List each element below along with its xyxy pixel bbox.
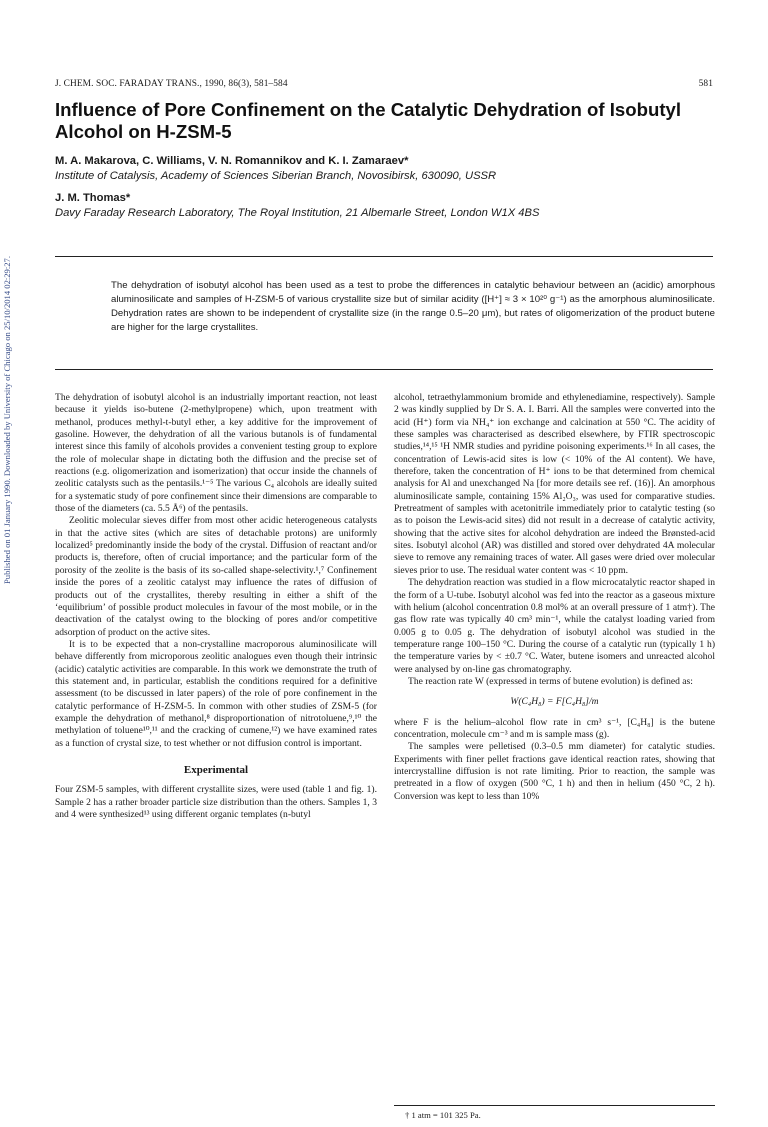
body-paragraph: Zeolitic molecular sieves differ from most other acidic heterogeneous catalysts in that the active sites (which are sites of detachable protons) are uniformly localized⁵ predominantly inside the body of the crystal. Diffusion of reactant and/or products is, therefore, often of crucial importance; and the particular form of the porosity of the zeolite is the basis of its so-called shape-selectivity.¹,⁷ Confinement inside the pores of a zeolitic catalyst may influence the rates of diffusion of products out of the crystallites, thereby resulting in either a shift of the ‘equilibrium’ of possible product molecules in favour of the most mobile, or in the deactivation of the catalyst owing to the blocking of pores and/or competitive adsorption of product on the active sites. xyxy=(55,515,377,638)
body-paragraph: where F is the helium–alcohol flow rate in cm³ s⁻¹, [C₄H₈] is the butene concentration, molecule cm⁻³ and m is sample mass (g). xyxy=(394,716,715,740)
body-paragraph: The dehydration reaction was studied in a flow microcatalytic reactor shaped in the form of a U-tube. Isobutyl alcohol was fed into the reactor as a gaseous mixture with helium (alcohol concentration 0.8 mol% at an overall pressure of 1 atm†). The gas flow rate was typically 40 cm³ min⁻¹, while the catalyst loading varied from 0.005 g to 0.05 g. The dehydration of isobutyl alcohol was studied in the temperature range 100–150 °C. During the course of a catalytic run (typically 1 h) the temperature varies by < ±0.7 °C. Water, butene isomers and unreacted alcohol were analysed by on-line gas chromatography. xyxy=(394,577,715,675)
body-paragraph: The dehydration of isobutyl alcohol is an industrially important reaction, not least because it yields iso-butene (2-methylpropene) which, upon treatment with methanol, produces methyl-t-butyl ether, a key additive for the improvement of gasoline. However, the dehydration of all the various butanols is of fundamental interest since this family of alcohols provides a convenient testing group to explore the role of molecular shape in dictating both the diffusion and the precise set of reactions (e.g. oligomerization and isomerization) that occur inside the channels of zeolitic catalysts such as the pentasils.¹⁻⁵ The various C₄ alcohols are ideally suited for a systematic study of pore confinement since their dimensions are comparable to those of the diameters (ca. 5.5 Å⁶) of the pentasils. xyxy=(55,392,377,515)
page-number: 581 xyxy=(698,79,713,89)
rule-top xyxy=(55,256,713,257)
download-notice-text: Published on 01 January 1990. Downloaded by University of Chicago on 25/10/2014 02:29:27. xyxy=(2,256,12,584)
column-left xyxy=(55,392,377,821)
authors-group-2: J. M. Thomas* xyxy=(55,192,131,204)
affiliation-1: Institute of Catalysis, Academy of Sciences Siberian Branch, Novosibirsk, 630090, USSR xyxy=(55,170,497,182)
article-title: Influence of Pore Confinement on the Catalytic Dehydration of Isobutyl Alcohol on H-ZSM-5 xyxy=(55,99,682,142)
footnote: † 1 atm = 101 325 Pa. xyxy=(405,1110,481,1120)
footnote-rule xyxy=(394,1105,715,1106)
rule-bottom xyxy=(55,369,713,370)
authors-group-1: M. A. Makarova, C. Williams, V. N. Romannikov and K. I. Zamaraev* xyxy=(55,155,409,167)
body-paragraph: alcohol, tetraethylammonium bromide and ethylenediamine, respectively). Sample 2 was kindly supplied by Dr S. A. I. Barri. All the samples were converted into the acid (H⁺) form via NH₄⁺ ion exchange and calcination at 550 °C. The acidity of these samples was characterised as described elsewhere, by FTIR spectroscopic studies,¹⁴,¹⁵ ¹H NMR studies and pyridine poisoning experiments.¹⁶ In all cases, the concentration of Lewis-acid sites is low (< 10% of the Al content). We have, therefore, taken the concentration of H⁺ ions to be that determined from chemical analysis for Al and unexchanged Na [for more details see ref. (16)]. An amorphous aluminosilicate sample, containing 15% Al₂O₃, was used for comparative studies. Pretreatment of samples with acetonitrile immediately prior to catalytic testing (so as to poison the Lewis-acid sites) did not result in a decrease of catalytic activity, showing that the active sites for alcohol dehydration are indeed the Brønsted-acid sites. Isobutyl alcohol (AR) was distilled and stored over dehydrated 4A molecular sieve to remove any remaining traces of water. All gases were dried over molecular sieves prior to use. The residual water content was < 10 ppm. xyxy=(394,392,715,576)
column-right xyxy=(394,392,715,803)
rate-equation: W(C₄H₈) = F[C₄H₈]/m xyxy=(510,696,599,708)
body-paragraph: Four ZSM-5 samples, with different crystallite sizes, were used (table 1 and fig. 1). Sample 2 has a rather broader particle size distribution than the others. Samples 1, 3 and 4 were synthesized¹³ using different organic templates (n-butyl xyxy=(55,784,377,820)
abstract: The dehydration of isobutyl alcohol has been used as a test to probe the differences in catalytic behaviour between an (acidic) amorphous aluminosilicate and samples of H-ZSM-5 of various crystallite size but of similar acidity ([H⁺] ≈ 3 × 10²⁰ g⁻¹) as the amorphous aluminosilicate. Dehydration rates are shown to be independent of crystallite size (in the range 0.5–20 μm), but rates of oligomerization of the product butene are higher for the large crystallites. xyxy=(111,280,715,333)
section-heading-experimental: Experimental xyxy=(183,763,249,776)
body-paragraph: The samples were pelletised (0.3–0.5 mm diameter) for catalytic studies. Experiments with finer pellet fractions gave identical reaction rates, showing that intercrystalline diffusion is not rate limiting. Prior to reaction, the sample was pretreated in a flow of oxygen (500 °C, 1 h) and then in helium (450 °C, 2 h). Conversion was kept to less than 10% xyxy=(394,741,715,802)
body-paragraph: The reaction rate W (expressed in terms of butene evolution) is defined as: xyxy=(408,675,693,687)
affiliation-2: Davy Faraday Research Laboratory, The Royal Institution, 21 Albemarle Street, London W1X 4BS xyxy=(55,207,540,219)
body-paragraph: It is to be expected that a non-crystalline macroporous aluminosilicate will behave differently from microporous zeolitic analogues even though their intrinsic (acidic) catalytic activities are comparable. In this work we demonstrate the truth of this statement and, in particular, establish the conditions required for a definitive assessment (to be discussed in later papers) of the role of pore confinement in the catalytic performance of H-ZSM-5. In common with other studies of ZSM-5 (for example the dehydration of methanol,⁸ disproportionation of nitrotoluene,⁹,¹⁰ the methylation of toluene¹⁰,¹¹ and the cracking of cumene,¹²) we have examined rates as a function of crystal size, to test whether or not diffusion control is important. xyxy=(55,638,377,749)
journal-citation: J. CHEM. SOC. FARADAY TRANS., 1990, 86(3), 581–584 xyxy=(55,79,288,89)
download-notice xyxy=(0,200,16,640)
